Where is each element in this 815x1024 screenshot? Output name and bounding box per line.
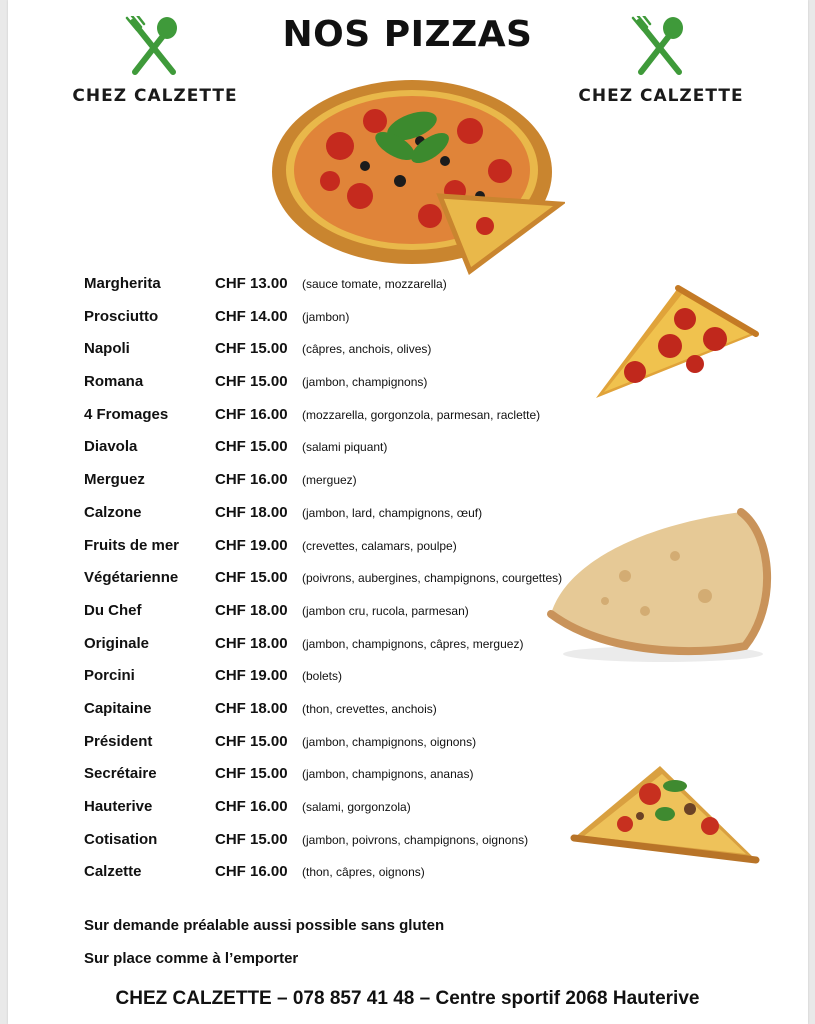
- menu-item: [84, 303, 604, 336]
- pizza-price: CHF 15.00: [215, 373, 288, 391]
- pizza-ingredients: (jambon, poivrons, champignons, oignons): [302, 832, 529, 847]
- pizza-name: 4 Fromages: [84, 405, 169, 423]
- menu-item: [84, 532, 604, 565]
- pizza-name: Capitaine: [84, 699, 152, 717]
- brand-name-left: CHEZ CALZETTE: [72, 86, 238, 106]
- pizza-name: Végétarienne: [84, 569, 179, 587]
- menu-item: [84, 760, 604, 793]
- menu-item: [84, 466, 604, 499]
- pizza-ingredients: (jambon): [302, 309, 350, 324]
- menu-item: [84, 793, 604, 826]
- menu-item: [84, 826, 604, 859]
- pizza-price: CHF 18.00: [215, 601, 288, 619]
- pizza-menu-list: [84, 270, 604, 891]
- menu-item: [84, 433, 604, 466]
- pizza-ingredients: (sauce tomate, mozzarella): [302, 277, 447, 291]
- pizza-ingredients: (jambon, champignons, câpres, merguez): [302, 636, 524, 651]
- pizza-name: Hauterive: [84, 798, 153, 815]
- menu-item: [84, 335, 604, 368]
- pizza-name: Fruits de mer: [84, 536, 180, 554]
- pizza-name: Margherita: [84, 275, 161, 292]
- pizza-price: CHF 19.00: [215, 536, 288, 554]
- pizza-price: CHF 18.00: [215, 634, 288, 652]
- pizza-ingredients: (salami piquant): [302, 440, 388, 455]
- pizza-ingredients: (jambon, champignons, oignons): [302, 734, 477, 749]
- pizza-name: Prosciutto: [84, 307, 159, 325]
- pizza-ingredients: (poivrons, aubergines, champignons, courgettes): [302, 571, 563, 586]
- gluten-free-note: Sur demande préalable aussi possible sans gluten: [84, 917, 445, 934]
- pizza-name: Du Chef: [84, 601, 142, 619]
- pizza-ingredients: (crevettes, calamars, poulpe): [302, 538, 457, 553]
- menu-item: [84, 630, 604, 663]
- pizza-price: CHF 15.00: [215, 830, 288, 848]
- pizza-ingredients: (jambon cru, rucola, parmesan): [302, 603, 469, 618]
- pizza-ingredients: (jambon, lard, champignons, œuf): [302, 505, 483, 520]
- takeaway-note: Sur place comme à l’emporter: [84, 950, 299, 967]
- pizza-price: CHF 14.00: [215, 307, 288, 325]
- pizza-name: Romana: [84, 373, 144, 391]
- menu-item: [84, 695, 604, 728]
- footer-contact: CHEZ CALZETTE – 078 857 41 48 – Centre sportif 2068 Hauterive: [115, 988, 700, 1009]
- page-title: NOS PIZZAS: [282, 14, 533, 55]
- pizza-price: CHF 16.00: [215, 405, 288, 423]
- pizza-price: CHF 15.00: [215, 765, 288, 783]
- pizza-price: CHF 15.00: [215, 569, 288, 587]
- pizza-price: CHF 16.00: [215, 471, 288, 489]
- pizza-name: Calzette: [84, 863, 142, 881]
- pizza-name: Calzone: [84, 503, 142, 521]
- pizza-name: Secrétaire: [84, 765, 157, 783]
- pizza-ingredients: (merguez): [302, 473, 357, 488]
- pizza-name: Napoli: [84, 340, 130, 358]
- menu-item: [84, 499, 604, 532]
- pizza-name: Merguez: [84, 471, 145, 489]
- pizza-price: CHF 15.00: [215, 438, 288, 456]
- menu-item: [84, 597, 604, 630]
- pizza-price: CHF 15.00: [215, 732, 288, 750]
- pizza-name: Porcini: [84, 667, 135, 685]
- pizza-price: CHF 16.00: [215, 798, 288, 815]
- pizza-name: Cotisation: [84, 830, 158, 848]
- pizza-ingredients: (bolets): [302, 669, 343, 684]
- pepperoni-slice-image: [590, 284, 760, 402]
- pizza-ingredients: (thon, crevettes, anchois): [302, 701, 437, 716]
- pizza-price: CHF 16.00: [215, 863, 288, 881]
- pizza-name: Président: [84, 732, 153, 750]
- menu-item: [84, 401, 604, 434]
- menu-item: [84, 858, 604, 891]
- pizza-price: CHF 15.00: [215, 340, 288, 358]
- pizza-ingredients: (jambon, champignons, ananas): [302, 767, 474, 782]
- pizza-ingredients: (thon, câpres, oignons): [302, 865, 425, 880]
- menu-item: [84, 728, 604, 761]
- pizza-price: CHF 18.00: [215, 699, 288, 717]
- pizza-name: Originale: [84, 634, 150, 652]
- pizza-ingredients: (jambon, champignons): [302, 375, 428, 390]
- pizza-ingredients: (câpres, anchois, olives): [302, 342, 432, 357]
- menu-item: [84, 564, 604, 597]
- brand-name-right: CHEZ CALZETTE: [578, 86, 744, 106]
- menu-item: [84, 270, 604, 303]
- menu-item: [84, 368, 604, 401]
- pizza-image: [270, 66, 565, 276]
- pizza-ingredients: (salami, gorgonzola): [302, 800, 411, 814]
- pizza-price: CHF 19.00: [215, 667, 288, 685]
- pizza-price: CHF 18.00: [215, 503, 288, 521]
- pizza-ingredients: (mozzarella, gorgonzola, parmesan, raclette): [302, 407, 541, 422]
- pizza-name: Diavola: [84, 438, 138, 456]
- menu-item: [84, 662, 604, 695]
- pizza-price: CHF 13.00: [215, 275, 288, 292]
